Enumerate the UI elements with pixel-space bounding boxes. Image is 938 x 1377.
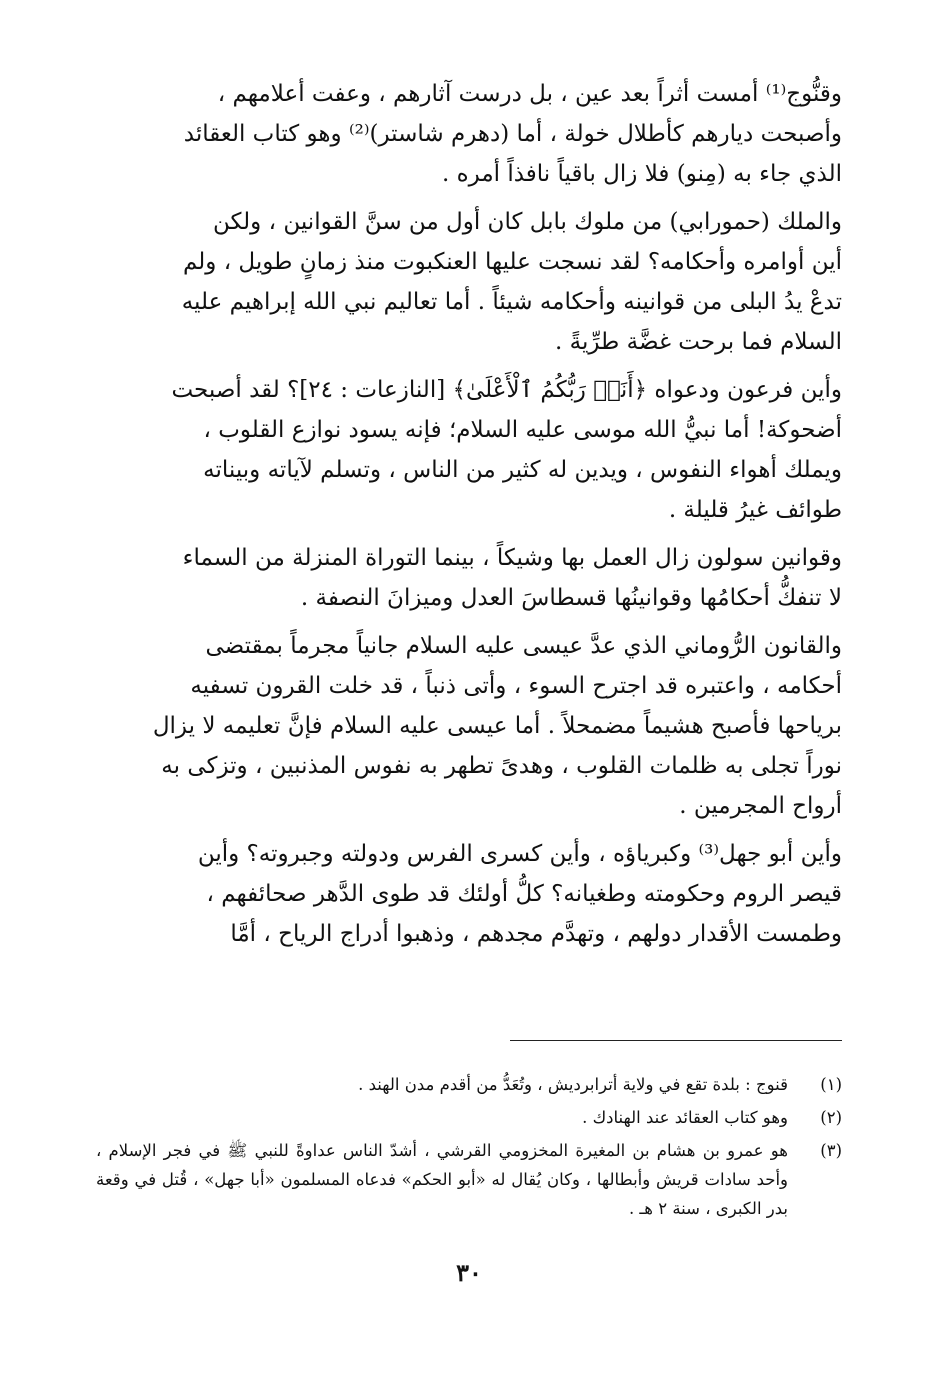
main-text	[96, 74, 842, 962]
text-line: وأصبحت ديارهم كأطلال خولة ، أما (دهرم شاستر)⁽²⁾ وهو كتاب العقائد	[183, 121, 842, 147]
text-line: وقوانين سولون زال العمل بها وشيكاً ، بينما التوراة المنزلة من السماء	[182, 545, 842, 571]
paragraph-2	[96, 202, 842, 362]
text-line: طوائف غيرُ قليلة .	[668, 497, 842, 523]
text-line: وأين أبو جهل⁽³⁾ وكبرياؤه ، وأين كسرى الفرس ودولته وجبروته؟ وأين	[197, 841, 842, 867]
text-line: لا تنفكُّ أحكامُها وقوانينُها قسطاسَ العدل وميزانَ النصفة .	[300, 585, 842, 611]
text-line: تدعْ يدُ البلى من قوانينه وأحكامه شيئاً . أما تعاليم نبي الله إبراهيم عليه	[181, 289, 842, 315]
text-line: قيصر الروم وحكومته وطغيانه؟ كلُّ أولئك قد طوى الدَّهر صحائفهم ،	[206, 881, 842, 907]
text-line: وطمست الأقدار دولهم ، وتهدَّم مجدهم ، وذهبوا أدراج الرياح ، أمَّا	[230, 921, 842, 947]
footnote-2	[96, 1103, 842, 1132]
text-line: وقنُّوج⁽¹⁾ أمست أثراً بعد عين ، بل درست آثارهم ، وعفت أعلامهم ،	[217, 81, 842, 107]
text-line: أين أوامره وأحكامه؟ لقد نسجت عليها العنكبوت منذ زمانٍ طويل ، ولم	[182, 249, 842, 275]
paragraph-6	[96, 834, 842, 954]
text-line: أحكامه ، واعتبره قد اجترح السوء ، وأتى ذنباً ، قد خلت القرون تسفيه	[190, 673, 842, 699]
footnote-text: هو عمرو بن هشام بن المغيرة المخزومي القرشي ، أشدّ الناس عداوةً للنبي ﷺ في فجر الإسلام ، وأحد سادات قريش وأبطالها ، وكان يُقال له «أبو الحكم» فدعاه المسلمون «أبا جهل» ، قُتل في وقعة بدر الكبرى ، سنة ٢ هـ .	[96, 1141, 788, 1218]
footnote-number: (١)	[820, 1075, 842, 1094]
text-line: وأين فرعون ودعواه ﴿أَنَا۠ رَبُّكُمُ ٱلْأَعْلَىٰ﴾ [النازعات : ٢٤]؟ لقد أصبحت	[171, 377, 842, 403]
text-line: أرواح المجرمين .	[679, 793, 842, 819]
paragraph-1	[96, 74, 842, 194]
footnotes	[96, 1070, 842, 1227]
text-line: نوراً تجلى به ظلمات القلوب ، وهدىً تطهر به نفوس المذنبين ، وتزكى به	[161, 753, 842, 779]
text-line: ويملك أهواء النفوس ، ويدين له كثير من الناس ، وتسلم لآياته وبيناته	[203, 457, 842, 483]
paragraph-3	[96, 370, 842, 530]
footnote-text: وهو كتاب العقائد عند الهنادك .	[582, 1108, 788, 1127]
paragraph-4	[96, 538, 842, 618]
text-line: والملك (حمورابي) من ملوك بابل كان أول من سنَّ القوانين ، ولكن	[212, 209, 842, 235]
footnote-3	[96, 1136, 842, 1223]
text-line: والقانون الرُّوماني الذي عدَّ عيسى عليه السلام جانياً مجرماً بمقتضى	[205, 633, 842, 659]
text-line: السلام فما برحت غضَّة طرِّيةً .	[555, 329, 842, 355]
footnote-text: قنوج : بلدة تقع في ولاية أترابرديش ، وتُعَدُّ من أقدم مدن الهند .	[358, 1075, 788, 1094]
footnote-separator	[510, 1040, 842, 1041]
text-line: أضحوكة! أما نبيُّ الله موسى عليه السلام؛ فإنه يسود نوازع القلوب ،	[203, 417, 842, 443]
text-line: برياحها فأصبح هشيماً مضمحلاً . أما عيسى عليه السلام فإنَّ تعليمه لا يزال	[152, 713, 842, 739]
footnote-number: (٢)	[820, 1108, 842, 1127]
footnote-1	[96, 1070, 842, 1099]
paragraph-5	[96, 626, 842, 826]
footnote-number: (٣)	[820, 1141, 842, 1160]
page-number: ٣٠	[456, 1258, 482, 1287]
text-line: الذي جاء به (مِنو) فلا زال باقياً نافذاً أمره .	[441, 161, 842, 187]
